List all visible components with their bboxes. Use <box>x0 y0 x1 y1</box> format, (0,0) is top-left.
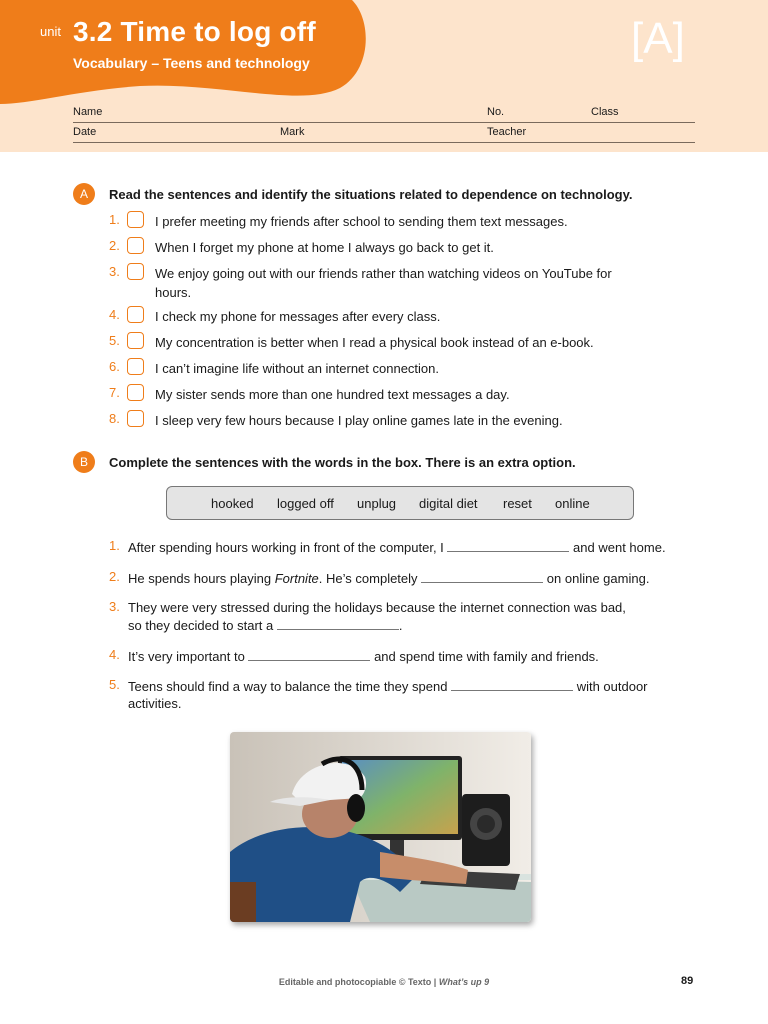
section-a-instruction: Read the sentences and identify the situations related to dependence on technology. <box>109 187 633 202</box>
item-number: 5. <box>109 333 120 348</box>
number-label: No. <box>487 106 505 118</box>
unit-label: unit <box>40 24 61 39</box>
name-field-line[interactable] <box>73 122 695 123</box>
item-text: We enjoy going out with our friends rather than watching videos on YouTube for hours. <box>155 266 612 300</box>
answer-checkbox[interactable] <box>127 237 144 254</box>
name-label: Name <box>73 106 103 118</box>
answer-checkbox[interactable] <box>127 211 144 228</box>
item-text: He spends hours playing Fortnite. He’s completely on online gaming. <box>128 571 650 586</box>
answer-blank[interactable] <box>248 647 370 661</box>
footer-copyright: Editable and photocopiable © Texto | What’s up 9 <box>278 977 490 987</box>
word-option: hooked <box>211 496 254 511</box>
item-number: 8. <box>109 411 120 426</box>
item-number: 2. <box>109 238 120 253</box>
answer-checkbox[interactable] <box>127 306 144 323</box>
item-number: 1. <box>109 212 120 227</box>
word-option: online <box>555 496 590 511</box>
class-label: Class <box>591 106 619 118</box>
item-number: 2. <box>109 569 120 584</box>
answer-blank[interactable] <box>447 538 569 552</box>
item-text: I check my phone for messages after every class. <box>155 309 441 324</box>
item-text: Teens should find a way to balance the time they spend with outdoor activities. <box>128 679 648 711</box>
section-b-badge: B <box>73 451 95 473</box>
item-number: 3. <box>109 264 120 279</box>
item-number: 4. <box>109 307 120 322</box>
date-field-line[interactable] <box>73 142 695 143</box>
item-number: 1. <box>109 538 120 553</box>
date-label: Date <box>73 126 97 138</box>
answer-blank[interactable] <box>451 677 573 691</box>
item-text: My sister sends more than one hundred text messages a day. <box>155 387 510 402</box>
item-number: 7. <box>109 385 120 400</box>
item-number: 4. <box>109 647 120 662</box>
answer-checkbox[interactable] <box>127 358 144 375</box>
item-text: After spending hours working in front of the computer, I and went home. <box>128 540 666 555</box>
answer-checkbox[interactable] <box>127 263 144 280</box>
item-text: It’s very important to and spend time with family and friends. <box>128 649 599 664</box>
level-indicator: [A] <box>631 14 685 63</box>
answer-blank[interactable] <box>421 569 543 583</box>
teacher-label: Teacher <box>487 126 527 138</box>
section-a-badge: A <box>73 183 95 205</box>
item-number: 6. <box>109 359 120 374</box>
mark-label: Mark <box>280 126 305 138</box>
word-option: unplug <box>357 496 397 511</box>
item-text: They were very stressed during the holidays because the internet connection was bad, so they decided to start a . <box>128 600 626 633</box>
word-option: digital diet <box>419 496 478 511</box>
section-b-instruction: Complete the sentences with the words in the box. There is an extra option. <box>109 455 576 470</box>
item-number: 3. <box>109 599 120 614</box>
page-title: 3.2 Time to log off <box>73 16 316 47</box>
teen-gaming-photo <box>230 732 531 922</box>
item-text: I sleep very few hours because I play online games late in the evening. <box>155 413 563 428</box>
word-option: logged off <box>277 496 334 511</box>
item-number: 5. <box>109 677 120 692</box>
item-text: I can’t imagine life without an internet connection. <box>155 361 440 376</box>
item-text: When I forget my phone at home I always go back to get it. <box>155 240 494 255</box>
word-option: reset <box>503 496 532 511</box>
item-text: I prefer meeting my friends after school to sending them text messages. <box>155 214 568 229</box>
answer-checkbox[interactable] <box>127 332 144 349</box>
page-number: 89 <box>681 975 694 987</box>
word-box <box>166 486 634 520</box>
answer-checkbox[interactable] <box>127 410 144 427</box>
answer-checkbox[interactable] <box>127 384 144 401</box>
page-subtitle: Vocabulary – Teens and technology <box>73 55 310 71</box>
item-text: My concentration is better when I read a physical book instead of an e-book. <box>155 335 594 350</box>
answer-blank[interactable] <box>277 616 399 630</box>
